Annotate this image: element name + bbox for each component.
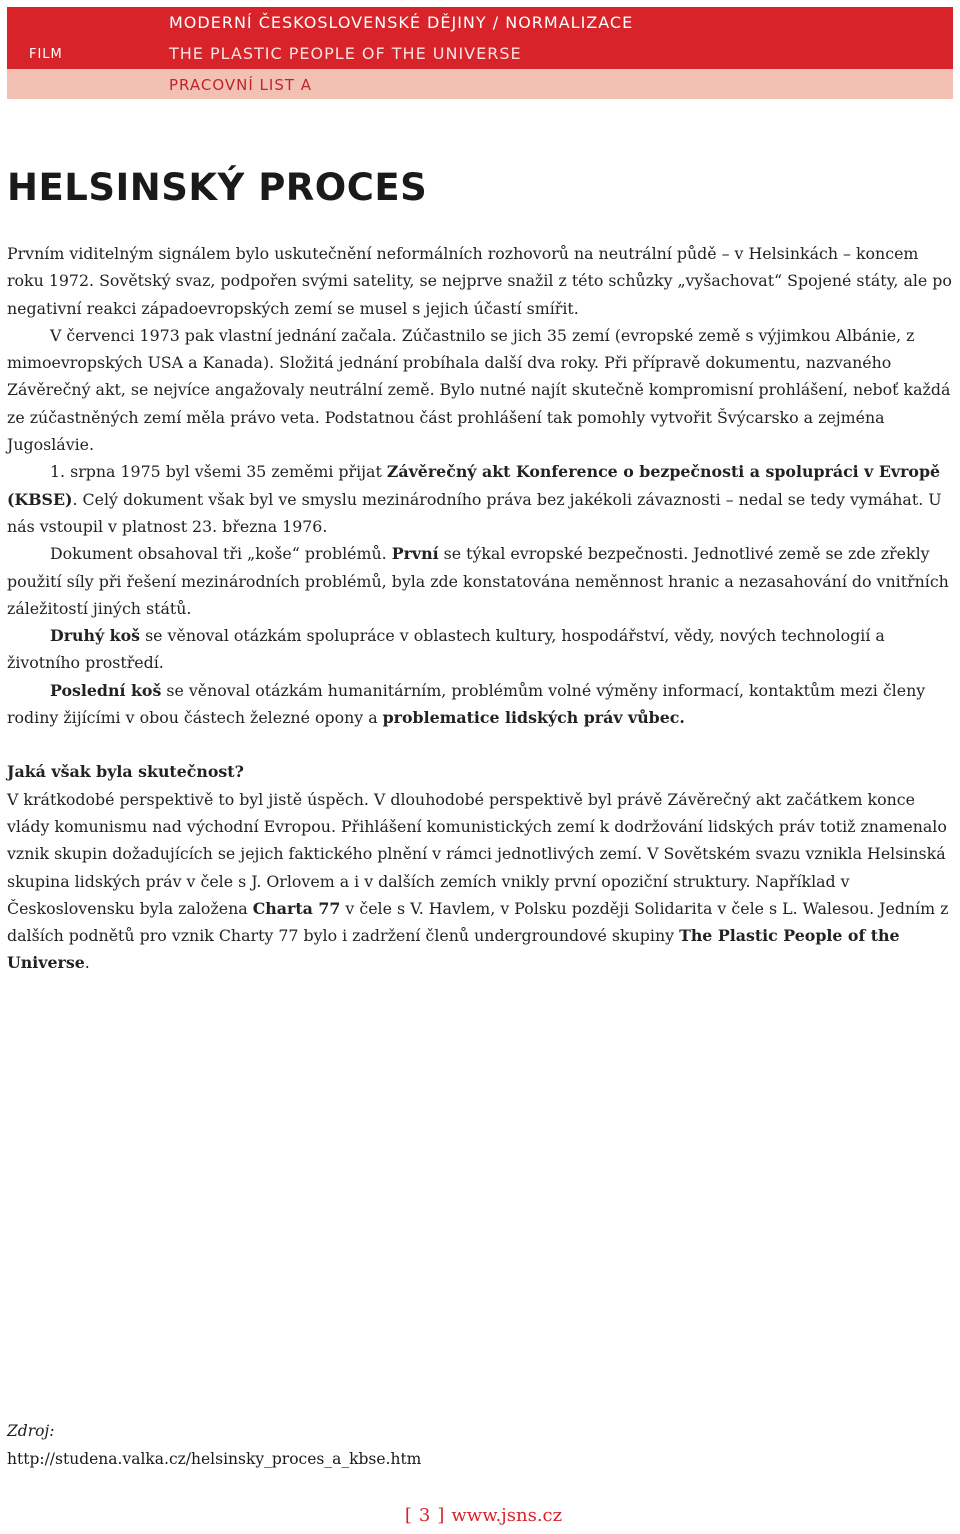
text: 1. srpna 1975 byl všemi 35 zeměmi přijat: [50, 462, 387, 482]
header-pink-band: [7, 69, 953, 99]
paragraph-final-act: [7, 458, 955, 540]
emphasis: Závěrečný akt Konference o bezpečnosti a spolupráci v Evropě (KBSE): [7, 462, 941, 509]
text: se věnoval otázkám spolupráce v oblastech kultury, hospodářství, vědy, nových technologií a životního prostředí.: [7, 626, 885, 673]
source-label: Zdroj:: [7, 1422, 55, 1440]
header-category: FILM: [29, 47, 63, 62]
source-url: http://studena.valka.cz/helsinsky_proces_a_kbse.htm: [7, 1450, 422, 1468]
text: se věnoval otázkám humanitárním, problémům volné výměny informací, kontaktům mezi členy rodiny žijícími v obou částech železné opony a: [7, 680, 926, 728]
page-title: HELSINSKÝ PROCES: [7, 166, 428, 209]
paragraph-negotiations: V červenci 1973 pak vlastní jednání začala. Zúčastnilo se jich 35 zemí (evropské země s výjimkou Albánie, z mimoevropských USA a Kanada). Složitá jednání probíhala další dva roky. Při přípravě dokumentu, nazvaného Závěrečný akt, se nejvíce angažovaly neutrální země. Bylo nutné najít skutečně kompromisní prohlášení, neboť každá ze zúčastněných zemí měla právo veta. Podstatnou část prohlášení tak pomohly vytvořit Švýcarsko a zejména Jugoslávie.: [7, 325, 951, 455]
spacer: [7, 731, 955, 758]
text: V krátkodobé perspektivě to byl jistě úspěch. V dlouhodobé perspektivě byl právě Závěrečný akt začátkem konce vlády komunismu nad východní Evropou. Přihlášení komunistických zemí k dodržování lidských práv totiž znamenalo vznik skupin dožadujících se jejich faktického plnění v rámci jednotlivých zemí. V Sovětském svazu vznikla Helsinská skupina lidských práv v čele s J. Orlovem a i v dalších zemích vnikly první opoziční struktury. Například v Československu byla založena: [7, 789, 947, 918]
section-question: Jaká však byla skutečnost?: [7, 762, 244, 782]
emphasis: Druhý koš: [50, 626, 141, 646]
header-film-title: THE PLASTIC PEOPLE OF THE UNIVERSE: [169, 44, 522, 63]
text: . Celý dokument však byl ve smyslu mezinárodního práva bez jakékoli závaznosti – nedal se tedy vymáhat. U nás vstoupil v platnost 23. března 1976.: [7, 489, 942, 536]
page-header: [7, 7, 953, 99]
emphasis: První: [391, 544, 439, 564]
emphasis: The Plastic People of the Universe: [7, 926, 900, 973]
text: se týkal evropské bezpečnosti. Jednotlivé země se zde zřekly použití síly při řešení mezinárodních problémů, byla zde konstatována neměnnost hranic a nezasahování do vnitřních záležitostí jiných států.: [7, 544, 949, 618]
article-body: [7, 240, 955, 977]
paragraph-intro: Prvním viditelným signálem bylo uskutečnění neformálních rozhovorů na neutrální půdě – v Helsinkách – koncem roku 1972. Sovětský svaz, podpořen svými satelity, se nejprve snažil z této schůzky „vyšachovat“ Spojené státy, ale po negativní reakci západoevropských zemí se musel s jejich účastí smířit.: [7, 244, 952, 318]
page-number: 3: [418, 1505, 431, 1526]
header-series: MODERNÍ ČESKOSLOVENSKÉ DĚJINY / NORMALIZACE: [169, 13, 634, 32]
emphasis: Poslední koš: [50, 680, 162, 700]
text: .: [84, 953, 90, 973]
text: Dokument obsahoval tři „koše“ problémů.: [50, 544, 392, 564]
paragraph-second-basket: [7, 622, 955, 677]
footer-bracket-close: ]: [437, 1505, 445, 1526]
paragraph-last-basket: [7, 677, 955, 732]
footer-bracket-open: [: [404, 1505, 412, 1526]
emphasis: Charta 77: [252, 898, 341, 918]
text: v čele s V. Havlem, v Polsku později Solidarita v čele s L. Walesou. Jedním z dalších podnětů pro vznik Charty 77 bylo i zadržení členů undergroundové skupiny: [7, 898, 949, 946]
page-footer: [0, 1505, 960, 1526]
header-worksheet-label: PRACOVNÍ LIST A: [169, 76, 313, 94]
paragraph-baskets: [7, 540, 955, 622]
footer-website-link[interactable]: www.jsns.cz: [451, 1505, 563, 1526]
paragraph-reality: [7, 786, 955, 977]
emphasis: problematice lidských práv vůbec.: [382, 708, 685, 728]
